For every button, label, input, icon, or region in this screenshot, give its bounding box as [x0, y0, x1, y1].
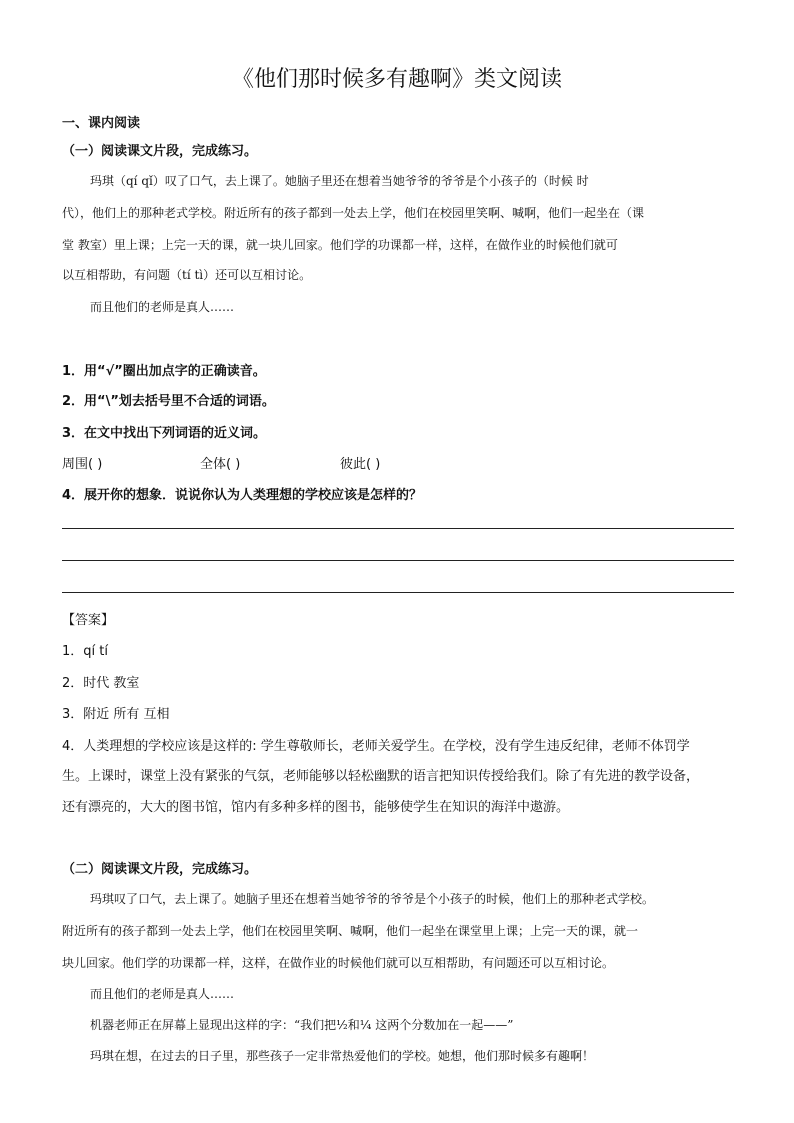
passage1-line: 而且他们的老师是真人……	[90, 300, 235, 314]
passage1-line: 以互相帮助，有问题（tí tì）还可以互相讨论。	[62, 268, 312, 282]
passage2-line: 机器老师正在屏幕上显现出这样的字：“我们把½和¼ 这两个分数加在一起——”	[90, 1018, 514, 1032]
passage2-line: 附近所有的孩子都到一处去上学，他们在校园里笑啊、喊啊，他们一起坐在课堂里上课；上完一天的课，就一	[62, 924, 639, 938]
section-heading: 一、课内阅读	[62, 116, 141, 131]
answer-4-line: 4．人类理想的学校应该是这样的: 学生尊敬师长，老师关爱学生。在学校，没有学生违反纪律，老师不体罚学	[62, 739, 690, 754]
question-1: 1．用“√”圈出加点字的正确读音。	[62, 364, 266, 379]
passage2-line: 玛琪叹了口气，去上课了。她脑子里还在想着当她爷爷的爷爷是个小孩子的时候，他们上的那种老式学校。	[90, 892, 655, 906]
question-2: 2．用“\”划去括号里不合适的词语。	[62, 394, 275, 409]
passage1-line: 堂 教室）里上课；上完一天的课，就一块儿回家。他们学的功课都一样，这样，在做作业的时候他们就可	[62, 238, 618, 252]
answer-4-line: 生。上课时，课堂上没有紧张的气氛，老师能够以轻松幽默的语言把知识传授给我们。除了有先进的教学设备，	[62, 769, 700, 784]
answer-4-line: 还有漂亮的，大大的图书馆，馆内有多种多样的图书，能够使学生在知识的海洋中遨游。	[62, 800, 570, 815]
passage2-line: 而且他们的老师是真人……	[90, 987, 235, 1001]
page-title: 《他们那时候多有趣啊》类文阅读	[231, 67, 562, 92]
answer-1: 1．qí tí	[62, 644, 108, 659]
answer-2: 2．时代 教室	[62, 676, 140, 691]
answer-line	[62, 592, 734, 593]
synonym-item: 彼此( )	[340, 457, 381, 472]
question-4: 4．展开你的想象．说说你认为人类理想的学校应该是怎样的？	[62, 488, 423, 503]
passage2-line: 块儿回家。他们学的功课都一样，这样，在做作业的时候他们就可以互相帮助，有问题还可以互相讨论。	[62, 956, 615, 970]
passage1-line: 代），他们上的那种老式学校。附近所有的孩子都到一处去上学，他们在校园里笑啊、喊啊，他们一起坐在（课	[62, 206, 645, 220]
passage1-line: 玛琪（qí qǐ）叹了口气，去上课了。她脑子里还在想着当她爷爷的爷爷是个小孩子的（时候 时	[90, 174, 589, 188]
answer-3: 3．附近 所有 互相	[62, 707, 170, 722]
synonym-item: 全体( )	[200, 457, 241, 472]
answer-line	[62, 528, 734, 529]
answer-heading: 【答案】	[62, 613, 115, 628]
passage2-line: 玛琪在想，在过去的日子里，那些孩子一定非常热爱他们的学校。她想，他们那时候多有趣啊！	[90, 1049, 595, 1063]
answer-line	[62, 560, 734, 561]
part1-heading: （一）阅读课文片段，完成练习。	[62, 144, 258, 159]
question-3: 3．在文中找出下列词语的近义词。	[62, 426, 267, 441]
part2-heading: （二）阅读课文片段，完成练习。	[62, 862, 258, 877]
synonym-item: 周围( )	[62, 457, 103, 472]
